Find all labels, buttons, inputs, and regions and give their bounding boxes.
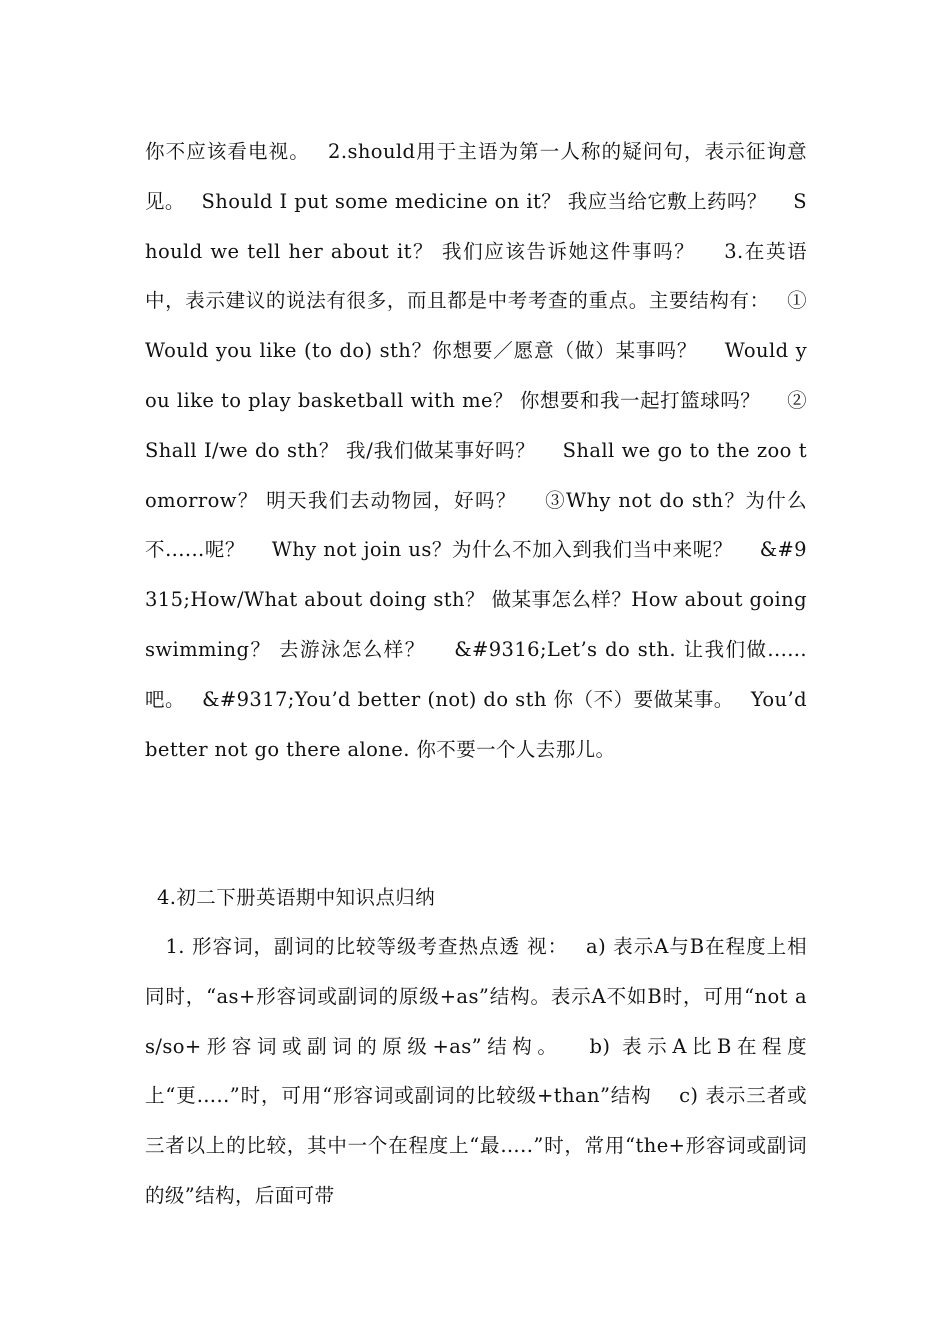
- paragraph-suggestions: 你不应该看电视。 2.should用于主语为第一人称的疑问句，表示征询意见。 Should I put some medicine on it？ 我应当给它敷上药吗？ Should we tell her about it？ 我们应该告诉她这件事吗？ 3.在英语中，表示建议的说法有很多，而且都是中考考查的重点。主要结构有： ①Would you like (to do) sth？你想要／愿意（做）某事吗？ Would you like to play basketball with me？ 你想要和我一起打篮球吗？ ②Shall I/we do sth？ 我/我们做某事好吗？ Shall we go to the zoo tomorrow？ 明天我们去动物园，好吗？ ③Why not do sth？为什么不......呢？ Why not join us？为什么不加入到我们当中来呢？ &#9315;How/What about doing sth？ 做某事怎么样？How about going swimming？ 去游泳怎么样？ &#9316;Let’s do sth. 让我们做......吧。 &#9317;You’d better (not) do sth 你（不）要做某事。 You’d better not go there alone. 你不要一个人去那儿。: [145, 140, 807, 761]
- section-heading: 4.初二下册英语期中知识点归纳: [157, 886, 436, 909]
- paragraph-comparison: 1. 形容词，副词的比较等级考查热点透 视： a) 表示A与B在程度上相同时，“as+形容词或副词的原级+as”结构。表示A不如B时，可用“not as/so+形容词或副词的原级+as”结构。 b) 表示A比B在程度上“更…..”时，可用“形容词或副词的比较级+than”结构 c) 表示三者或三者以上的比较，其中一个在程度上“最…..”时，常用“the+形容词或副词的级”结构，后面可带: [145, 935, 807, 1207]
